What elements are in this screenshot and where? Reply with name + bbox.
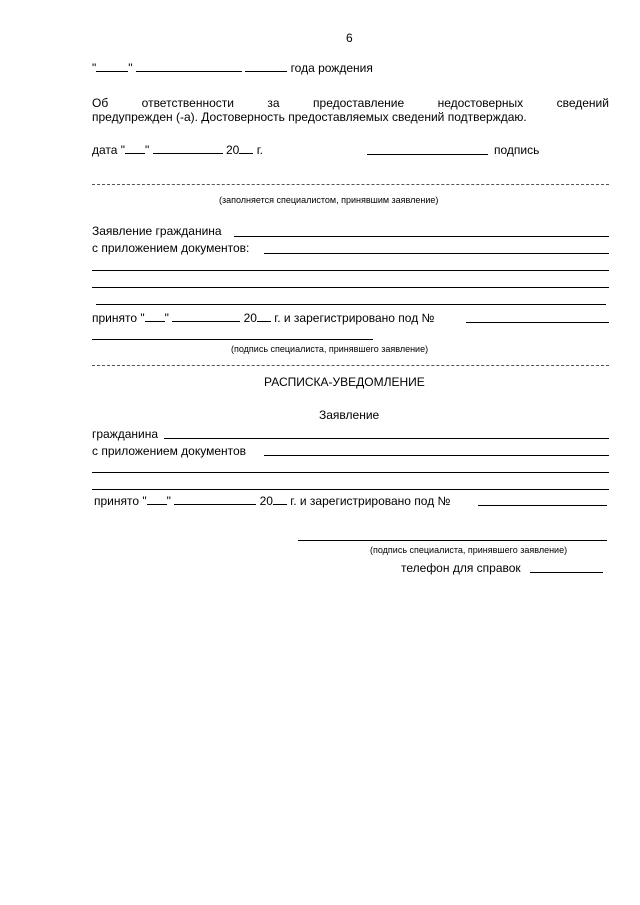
application-attachments-line[interactable]	[96, 304, 606, 305]
receipt-attachments-field[interactable]	[264, 455, 609, 456]
application-accepted-line	[92, 311, 434, 325]
year-blank[interactable]	[245, 61, 287, 72]
receipt-accepted-quote: "	[166, 494, 171, 508]
page-number: 6	[346, 31, 353, 45]
date-year-suffix: г.	[256, 143, 263, 157]
accepted-month-blank[interactable]	[172, 311, 240, 322]
application-attachments-label: с приложением документов:	[92, 241, 250, 255]
receipt-subtitle: Заявление	[319, 408, 380, 422]
application-attachments-line[interactable]	[92, 270, 609, 271]
day-blank[interactable]	[96, 61, 128, 72]
accepted-prefix: принято "	[92, 311, 145, 325]
receipt-year-blank[interactable]	[273, 494, 287, 505]
signature-blank[interactable]	[367, 154, 488, 155]
accepted-quote: "	[164, 311, 169, 325]
month-blank[interactable]	[136, 61, 242, 72]
responsibility-word: Об	[92, 96, 109, 110]
responsibility-word: недостоверных	[437, 96, 524, 110]
application-citizen-label: Заявление гражданина	[92, 224, 222, 238]
specialist-signature-note: (подпись специалиста, принявшего заявление)	[231, 344, 429, 354]
filled-by-note: (заполняется специалистом, принявшим заявление)	[219, 195, 439, 205]
signature-label: подпись	[494, 143, 540, 157]
registered-label: г. и зарегистрировано под №	[274, 311, 435, 325]
birth-date-line	[92, 61, 373, 75]
application-citizen-field[interactable]	[234, 236, 609, 237]
receipt-attachments-line[interactable]	[92, 472, 609, 473]
date-line	[92, 143, 263, 157]
phone-label: телефон для справок	[401, 561, 521, 575]
responsibility-word: сведений	[556, 96, 609, 110]
specialist-signature-field[interactable]	[92, 339, 373, 340]
application-attachments-line[interactable]	[92, 287, 609, 288]
quote-open: "	[92, 61, 97, 75]
date-prefix: дата "	[92, 143, 126, 157]
responsibility-word: предоставление	[313, 96, 405, 110]
receipt-accepted-line	[94, 494, 450, 508]
responsibility-line-2: предупрежден (-а). Достоверность предоставляемых сведений подтверждаю.	[92, 110, 527, 124]
dashed-separator	[92, 184, 609, 185]
birth-label: года рождения	[290, 61, 373, 75]
receipt-accepted-prefix: принято "	[94, 494, 147, 508]
quote-mid: "	[128, 61, 133, 75]
receipt-attachments-label: с приложением документов	[92, 444, 247, 458]
date-quote: "	[145, 143, 150, 157]
receipt-specialist-signature-field[interactable]	[298, 540, 607, 541]
registration-number-field[interactable]	[466, 322, 609, 323]
receipt-accepted-day-blank[interactable]	[147, 494, 167, 505]
responsibility-word: за	[267, 96, 280, 110]
dashed-separator	[92, 365, 609, 366]
date-year-blank[interactable]	[239, 143, 253, 154]
phone-field[interactable]	[530, 572, 603, 573]
responsibility-word: ответственности	[141, 96, 234, 110]
receipt-registration-number-field[interactable]	[478, 505, 607, 506]
accepted-year-blank[interactable]	[257, 311, 271, 322]
receipt-citizen-label: гражданина	[92, 427, 159, 441]
receipt-title: РАСПИСКА-УВЕДОМЛЕНИЕ	[264, 375, 425, 389]
accepted-year-prefix: 20	[243, 311, 257, 325]
date-year-prefix: 20	[226, 143, 240, 157]
date-month-blank[interactable]	[153, 143, 223, 154]
accepted-day-blank[interactable]	[145, 311, 165, 322]
receipt-citizen-field[interactable]	[164, 438, 609, 439]
responsibility-line-1	[92, 96, 609, 110]
receipt-accepted-month-blank[interactable]	[174, 494, 256, 505]
receipt-registered-label: г. и зарегистрировано под №	[290, 494, 451, 508]
receipt-year-prefix: 20	[259, 494, 273, 508]
date-day-blank[interactable]	[125, 143, 145, 154]
receipt-specialist-signature-note: (подпись специалиста, принявшего заявление)	[370, 545, 568, 555]
receipt-attachments-line[interactable]	[92, 489, 609, 490]
application-attachments-field[interactable]	[264, 253, 609, 254]
